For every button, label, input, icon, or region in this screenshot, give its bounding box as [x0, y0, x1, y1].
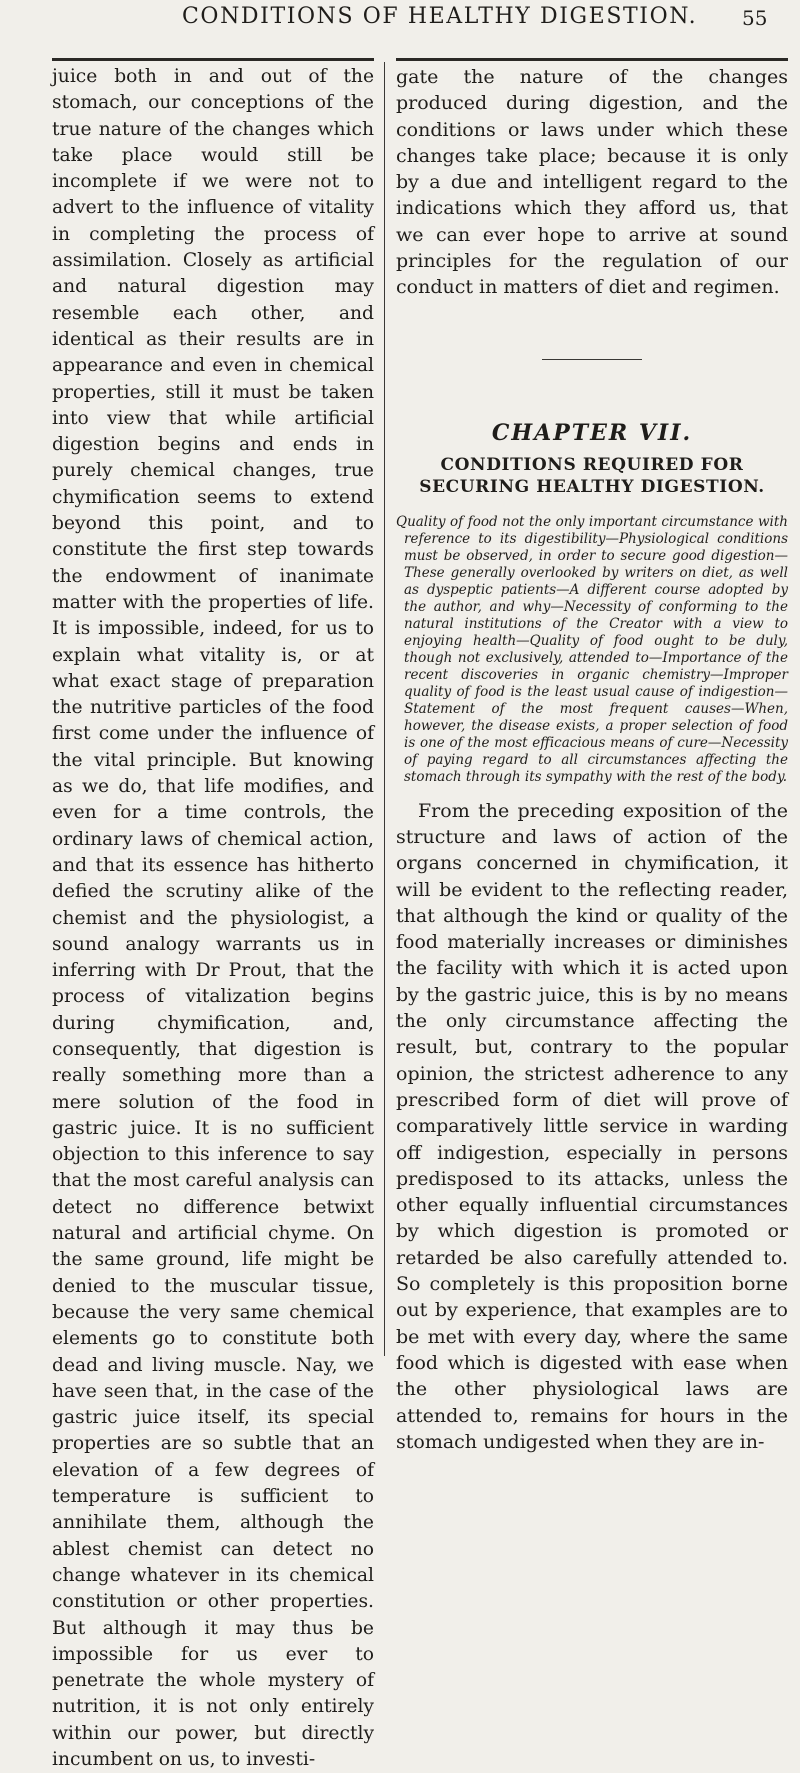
right-second-paragraph: From the preceding exposition of the structure and laws of action of the organs concerned in chymification, it will be evident to the reflecting reader, that although the kind or quality of the food materially increases or diminishes the facility with which it is acted upon by the gastric juice, this is by no means the only circumstance affecting the result, but, contrary to the popular opinion, the strictest adherence to any prescribed form of diet will prove of comparatively little service in warding off indigestion, especially in persons predisposed to its attacks, unless the other equally influential circumstances by which digestion is promoted or retarded be also carefully attended to. So completely is this proposition borne out by experience, that examples are to be met with every day, where the same food which is digested with ease when the other physiological laws are attended to, remains for hours in the stomach undigested when they are in-: [396, 799, 788, 1453]
column-divider: [384, 62, 385, 1356]
left-paragraph: juice both in and out of the stomach, our conceptions of the true nature of the changes which take place would still be incomplete if we were not to advert to the influence of vitality in completing the process of assimilation. Closely as artificial and natural digestion may resemble each other, and identical as their results are in appearance and even in chemical properties, still it must be taken into view that while artificial digestion begins and ends in purely chemical changes, true chymification seems to extend beyond this point, and to constitute the first step towards the endowment of inanimate matter with the properties of life. It is impossible, indeed, for us to explain what vitality is, or at what exact stage of preparation the nutritive particles of the food first come under the influence of the vital principle. But knowing as we do, that life modifies, and even for a time controls, the ordinary laws of chemical action, and that its essence has hitherto defied the scrutiny alike of the chemist and the physiologist, a sound analogy warrants us in inferring with Dr Prout, that the process of vitalization begins during chymification, and, consequently, that digestion is really something more than a mere solution of the food in gastric juice. It is no sufficient objection to this inference to say that the most careful analysis can detect no difference betwixt natural and artificial chyme. On the same ground, life might be denied to the muscular tissue, because the very same chemical elements go to constitute both dead and living muscle. Nay, we have seen that, in the case of the gastric juice itself, its special properties are so subtle that an elevation of a few degrees of temperature is sufficient to annihilate them, although the ablest chemist can detect no change whatever in its chemical constitution or other properties. But although it may thus be impossible for us ever to penetrate the whole mystery of nutrition, it is not only entirely within our power, but directly incumbent on us, to investi-: [52, 66, 374, 1770]
right-opening-paragraph: gate the nature of the changes produced during digestion, and the conditions or laws under which these changes take place; because it is only by a due and intelligent regard to the indications which they afford us, that we can ever hope to arrive at sound principles for the regulation of our conduct in matters of diet and regimen.: [396, 66, 788, 299]
left-column: [52, 64, 374, 1773]
chapter-summary: Quality of food not the only important circumstance with reference to its digestibility—Physiological conditions must be observed, in order to secure good digestion—These generally overlooked by writers on diet, as well as dyspeptic patients—A different course adopted by the author, and why—Necessity of conforming to the natural institutions of the Creator with a view to enjoying health—Quality of food ought to be duly, though not exclusively, attended to—Importance of the recent discoveries in organic chemistry—Improper quality of food is the least usual cause of indigestion—Statement of the most frequent causes—When, however, the disease exists, a proper selection of food is one of the most efficacious means of cure—Necessity of paying regard to all circumstances affecting the stomach through its sympathy with the rest of the body.: [396, 513, 788, 785]
section-divider: [542, 359, 642, 360]
page-number: 55: [742, 6, 768, 30]
right-column: [396, 64, 788, 1455]
header-rule-left: [52, 58, 374, 61]
chapter-heading: CHAPTER VII.: [491, 419, 693, 446]
header-rule-right: [396, 58, 788, 61]
chapter-subtitle: CONDITIONS REQUIRED FOR SECURING HEALTHY DIGESTION.: [419, 454, 765, 497]
page-header: [0, 0, 800, 60]
running-title: CONDITIONS OF HEALTHY DIGESTION.: [182, 4, 698, 29]
